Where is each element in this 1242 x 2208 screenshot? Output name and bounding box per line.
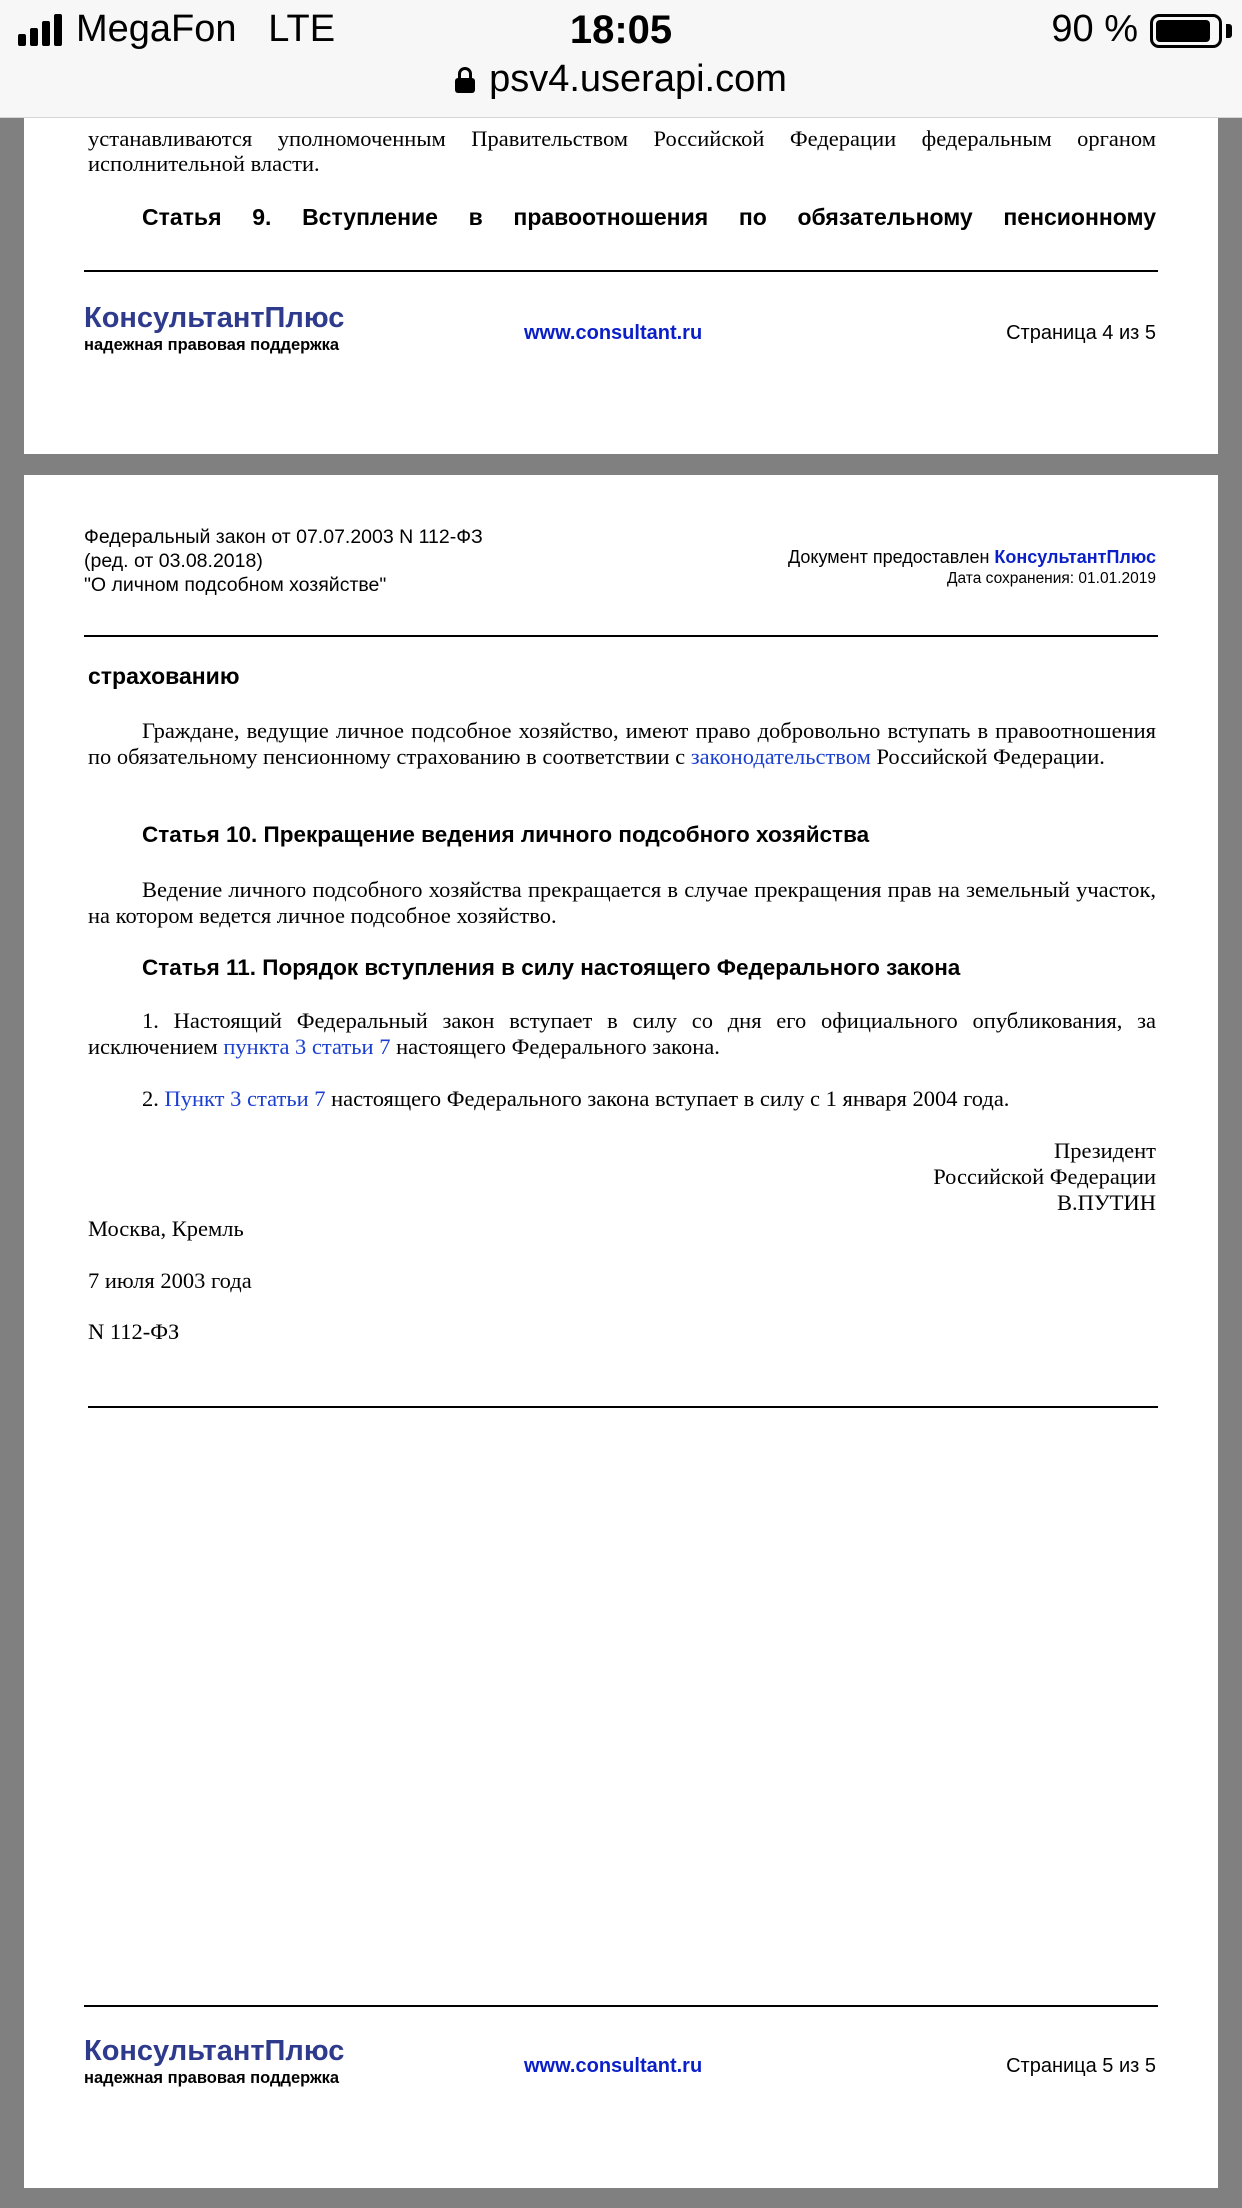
consultant-link[interactable]: www.consultant.ru (524, 2055, 703, 2077)
end-divider (88, 1406, 1158, 1408)
carrier-name: MegaFon LTE (76, 8, 336, 50)
footer-divider (84, 270, 1158, 272)
consultant-link[interactable]: www.consultant.ru (524, 322, 703, 344)
browser-top-bar (0, 0, 1242, 118)
signing-place: Москва, Кремль (88, 1216, 244, 1241)
article11-item2: 2. Пункт 3 статьи 7 настоящего Федерального закона вступает в силу с 1 января 2004 года. (142, 1086, 1010, 1111)
document-header-provider: Документ предоставлен КонсультантПлюс Дата сохранения: 01.01.2019 (788, 547, 1156, 587)
article9-continuation: страхованию (88, 663, 240, 689)
item1-link[interactable]: пункта 3 статьи 7 (223, 1034, 391, 1059)
article9-title: Статья 9. Вступление в правоотношения по обязательному пенсионному (142, 204, 1156, 230)
legislation-link[interactable]: законодательством (690, 744, 871, 769)
battery-percent: 90 % (1051, 8, 1138, 50)
logo-tagline: надежная правовая поддержка (84, 2069, 340, 2087)
article11-title: Статья 11. Порядок вступления в силу настоящего Федерального закона (142, 955, 961, 980)
status-bar (0, 0, 1242, 62)
consultant-logo: КонсультантПлюс (84, 2035, 345, 2067)
article9-paragraph: Граждане, ведущие личное подсобное хозяйство, имеют право добровольно вступать в правоотношения по обязательному пенсионному страхованию в соответствии с законодательством Российской Федерации. (88, 718, 1156, 769)
page-number: Страница 5 из 5 (1006, 2055, 1156, 2077)
battery-nub (1226, 24, 1232, 38)
status-time: 18:05 (569, 8, 673, 52)
address-bar[interactable] (0, 58, 1242, 101)
article10-title: Статья 10. Прекращение ведения личного подсобного хозяйства (142, 822, 870, 847)
page4-tail-paragraph: устанавливаются уполномоченным Правительством Российской Федерации федеральным органом исполнительной власти. (88, 126, 1156, 176)
url-text: psv4.userapi.com (489, 58, 787, 100)
law-number: N 112-ФЗ (88, 1319, 180, 1344)
page-number: Страница 4 из 5 (1006, 322, 1156, 344)
header-divider (84, 635, 1158, 637)
article10-paragraph: Ведение личного подсобного хозяйства прекращается в случае прекращения прав на земельный участок, на котором ведется личное подсобное хозяйство. (88, 877, 1156, 928)
item2-link[interactable]: Пункт 3 статьи 7 (164, 1086, 326, 1111)
document-header-law: Федеральный закон от 07.07.2003 N 112-ФЗ (ред. от 03.08.2018) "О личном подсобном хозяйстве" (84, 526, 483, 596)
signing-date: 7 июля 2003 года (88, 1268, 252, 1293)
footer-divider (84, 2005, 1158, 2007)
article11-item1: 1. Настоящий Федеральный закон вступает в силу со дня его официального опубликования, за исключением пункта 3 статьи 7 настоящего Федерального закона. (88, 1008, 1156, 1059)
lock-icon (455, 67, 475, 93)
network-type: LTE (268, 8, 336, 50)
signature-block: Президент Российской Федерации В.ПУТИН (933, 1138, 1156, 1215)
consultant-logo: КонсультантПлюс (84, 302, 345, 334)
saved-date: Дата сохранения: 01.01.2019 (947, 570, 1156, 587)
logo-tagline: надежная правовая поддержка (84, 336, 340, 354)
battery-icon (1150, 14, 1222, 48)
document-page-5 (24, 475, 1218, 2188)
provider-brand: КонсультантПлюс (994, 547, 1156, 567)
